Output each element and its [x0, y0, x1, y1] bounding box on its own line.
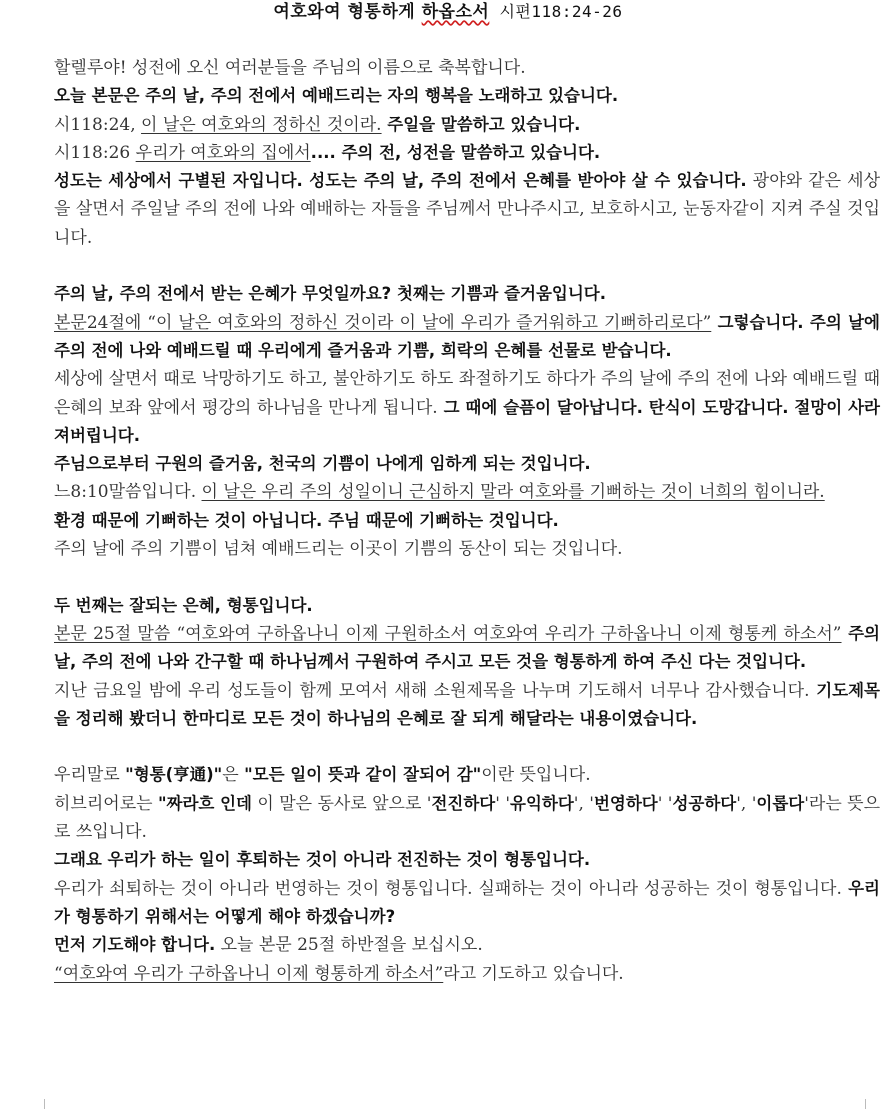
title-scripture-ref: 시편118:24-26	[489, 2, 623, 21]
paragraph-because-lord: 환경 때문에 기뻐하는 것이 아닙니다. 주님 때문에 기뻐하는 것입니다.	[54, 510, 559, 530]
paragraph-intro: 오늘 본문은 주의 날, 주의 전에서 예배드리는 자의 행복을 노래하고 있습니다.	[54, 86, 619, 106]
blank-line	[54, 252, 880, 280]
verse-quote: 우리가 여호와의 집에서	[135, 142, 311, 163]
sermon-title	[0, 0, 896, 24]
paragraph-verse-24: 시118:24, 이 날은 여호와의 정하신 것이라. 주일을 말씀하고 있습니다.	[54, 114, 581, 135]
paragraph-greeting: 할렐루야! 성전에 오신 여러분들을 주님의 이름으로 축복합니다.	[54, 58, 526, 78]
title-misspelled-word: 하옵소서	[421, 2, 490, 22]
document-body	[54, 54, 880, 988]
paragraph-prosper: 우리가 쇠퇴하는 것이 아니라 번영하는 것이 형통입니다. 실패하는 것이 아니라 성공하는 것이 형통입니다. 우리가 형통하기 위해서는 어떻게 해야 하겠습니까?	[54, 878, 880, 926]
paragraph-pray-first: 먼저 기도해야 합니다. 오늘 본문 25절 하반절을 보십시오.	[54, 935, 483, 956]
paragraph-friday-prayer: 지난 금요일 밤에 우리 성도들이 함께 모여서 새해 소원제목을 나누며 기도해서 너무나 감사했습니다. 기도제목을 정리해 봤더니 한마디로 모든 것이 하나님의 은혜로 잘 되게 해달라는 내용이였습니다.	[54, 680, 880, 728]
paragraph-korean-meaning: 우리말로 "형통(亨通)"은 "모든 일이 뜻과 같이 잘되어 감"이란 뜻입니다.	[54, 765, 591, 786]
paragraph-verse-26: 시118:26 우리가 여호와의 집에서.... 주의 전, 성전을 말씀하고 있습니다.	[54, 142, 601, 163]
blank-line	[54, 563, 880, 591]
verse-quote: 본문 25절 말씀 “여호와여 구하옵나니 이제 구원하소서 여호와여 우리가 구하옵나니 이제 형통케 하소서”	[54, 623, 842, 644]
paragraph-salvation-joy: 주님으로부터 구원의 즐거움, 천국의 기쁨이 나에게 임하게 되는 것입니다.	[54, 454, 591, 474]
verse-quote: 본문24절에 “이 날은 여호와의 정하신 것이라 이 날에 우리가 즐거워하고 기뻐하리로다”	[54, 312, 712, 333]
blank-line	[54, 733, 880, 761]
verse-quote: “여호와여 우리가 구하옵나니 이제 형통하게 하소서”	[54, 963, 444, 984]
title-main: 여호와여 형통하게	[273, 2, 422, 22]
page-corner-mark	[34, 1099, 45, 1109]
paragraph-first-grace: 주의 날, 주의 전에서 받는 은혜가 무엇일까요? 첫째는 기쁨과 즐거움입니다.	[54, 284, 606, 304]
page-corner-mark	[865, 1099, 876, 1109]
paragraph-verse-24-joy: 본문24절에 “이 날은 여호와의 정하신 것이라 이 날에 우리가 즐거워하고 기뻐하리로다” 그렇습니다. 주의 날에 주의 전에 나와 예배드릴 때 우리에게 즐거움과 기쁨, 희락의 은혜를 선물로 받습니다.	[54, 312, 880, 360]
paragraph-saints: 성도는 세상에서 구별된 자입니다. 성도는 주의 날, 주의 전에서 은혜를 받아야 살 수 있습니다. 광야와 같은 세상을 살면서 주일날 주의 전에 나와 예배하는 자들을 주님께서 만나주시고, 보호하시고, 눈동자같이 지켜 주실 것입니다.	[54, 171, 880, 248]
paragraph-world: 세상에 살면서 때로 낙망하기도 하고, 불안하기도 하도 좌절하기도 하다가 주의 날에 주의 전에 나와 예배드릴 때 은혜의 보좌 앞에서 평강의 하나님을 만나게 됩니다. 그 때에 슬픔이 달아납니다. 탄식이 도망갑니다. 절망이 사라져버립니다.	[54, 369, 880, 445]
paragraph-garden: 주의 날에 주의 기쁨이 넘쳐 예배드리는 이곳이 기쁨의 동산이 되는 것입니다.	[54, 539, 623, 560]
paragraph-verse-25: 본문 25절 말씀 “여호와여 구하옵나니 이제 구원하소서 여호와여 우리가 구하옵나니 이제 형통케 하소서” 주의 날, 주의 전에 나와 간구할 때 하나님께서 구원하여 주시고 모든 것을 형통하게 하여 주신 다는 것입니다.	[54, 623, 880, 672]
paragraph-nehemiah: 느8:10말씀입니다. 이 날은 우리 주의 성일이니 근심하지 말라 여호와를 기뻐하는 것이 너희의 힘이니라.	[54, 482, 825, 503]
paragraph-closing-quote: “여호와여 우리가 구하옵나니 이제 형통하게 하소서”라고 기도하고 있습니다.	[54, 963, 624, 984]
paragraph-second-grace: 두 번째는 잘되는 은혜, 형통입니다.	[54, 595, 313, 615]
paragraph-advance: 그래요 우리가 하는 일이 후퇴하는 것이 아니라 전진하는 것이 형통입니다.	[54, 850, 591, 870]
paragraph-hebrew-meaning: 히브리어로는 "짜라흐 인데 이 말은 동사로 앞으로 '전진하다' '유익하다', '번영하다' '성공하다', '이롭다'라는 뜻으로 쓰입니다.	[54, 793, 880, 843]
verse-quote: 이 날은 우리 주의 성일이니 근심하지 말라 여호와를 기뻐하는 것이 너희의 힘이니라.	[201, 482, 825, 503]
verse-quote: 이 날은 여호와의 정하신 것이라.	[141, 114, 382, 135]
